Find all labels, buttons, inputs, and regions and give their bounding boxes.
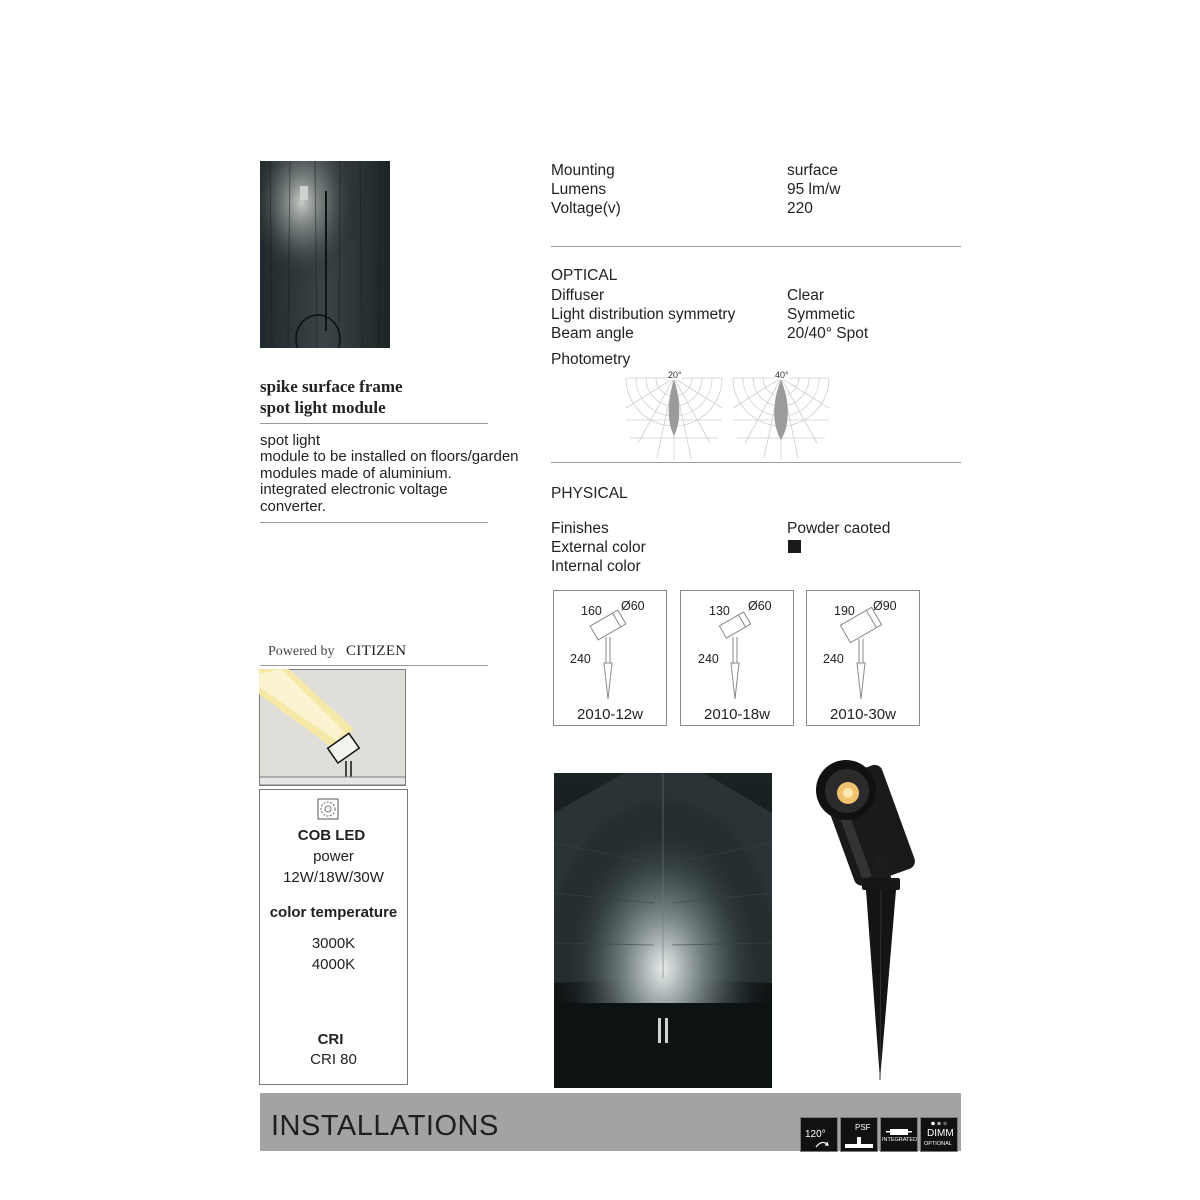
powered-by-brand: CITIZEN <box>346 643 407 659</box>
psf-badge <box>840 1117 878 1152</box>
physical-label: External color <box>551 539 646 556</box>
integrated-badge <box>880 1117 918 1152</box>
general-divider <box>551 246 961 247</box>
optical-value: Clear <box>787 287 825 304</box>
product-description <box>260 433 519 515</box>
psf-icon <box>845 1135 873 1149</box>
model-number: 2010-30w <box>830 706 896 723</box>
dimm-badge <box>920 1117 958 1152</box>
spec-value: 220 <box>787 200 813 217</box>
color-temperature-label: color temperature <box>269 904 398 921</box>
dim-height: 240 <box>698 652 719 666</box>
photometry-angle: 20° <box>668 370 682 380</box>
optical-label: Diffuser <box>551 287 605 304</box>
description-line: converter. <box>260 497 326 515</box>
powered-by <box>268 643 406 660</box>
dim-diameter: Ø90 <box>873 599 897 613</box>
cri-label: CRI <box>317 1031 344 1048</box>
dim-length: 160 <box>581 604 602 618</box>
cri-value: CRI 80 <box>310 1051 357 1068</box>
product-title-line2: spot light module <box>260 398 386 417</box>
physical-label: Finishes <box>551 520 609 537</box>
photometry-diagram-20 <box>624 368 724 462</box>
dim-length: 130 <box>709 604 730 618</box>
spec-label: Mounting <box>551 162 615 179</box>
photometry-diagram-40 <box>731 368 831 462</box>
spec-value: 95 lm/w <box>787 181 841 198</box>
physical-heading: PHYSICAL <box>551 485 628 502</box>
color-temperature-value: 3000K <box>311 935 356 952</box>
model-number: 2010-18w <box>704 706 770 723</box>
powered-by-divider <box>260 665 488 666</box>
dimension-card <box>553 590 667 726</box>
rotation-badge-text: 120° <box>805 1129 826 1140</box>
description-divider <box>260 522 488 523</box>
color-temperature-value: 4000K <box>311 956 356 973</box>
dim-diameter: Ø60 <box>621 599 645 613</box>
product-title <box>260 376 403 418</box>
description-line: module to be installed on floors/garden <box>260 448 519 466</box>
spec-label: Lumens <box>551 181 607 198</box>
dimm-badge-subtext: OPTIONAL <box>924 1141 952 1147</box>
model-number: 2010-12w <box>577 706 643 723</box>
rotation-icon <box>815 1139 829 1149</box>
title-divider <box>260 423 488 424</box>
dim-height: 240 <box>823 652 844 666</box>
dimension-card <box>806 590 920 726</box>
description-line: spot light <box>260 432 321 449</box>
photometry-label: Photometry <box>551 351 631 368</box>
optical-value: 20/40° Spot <box>787 325 869 342</box>
dimm-dots-icon <box>931 1121 947 1126</box>
dim-height: 240 <box>570 652 591 666</box>
optical-divider <box>551 462 961 463</box>
optical-heading: OPTICAL <box>551 267 618 284</box>
cob-led-icon <box>317 798 339 820</box>
beam-illustration <box>259 669 406 786</box>
optical-label: Beam angle <box>551 325 634 342</box>
physical-labels <box>551 519 646 576</box>
dim-diameter: Ø60 <box>748 599 772 613</box>
installations-heading: INSTALLATIONS <box>271 1110 499 1142</box>
led-type: COB LED <box>297 827 366 844</box>
description-line: integrated electronic voltage <box>260 481 448 499</box>
integrated-badge-text: INTEGRATED <box>882 1137 918 1143</box>
product-title-line1: spike surface frame <box>260 377 403 396</box>
hero-photo <box>260 161 390 348</box>
optical-label: Light distribution symmetry <box>551 306 736 323</box>
dimension-card <box>680 590 794 726</box>
power-value: 12W/18W/30W <box>283 869 384 886</box>
external-color-swatch <box>788 540 801 553</box>
spec-label: Voltage(v) <box>551 200 621 217</box>
powered-by-prefix: Powered by <box>268 644 335 659</box>
description-line: modules made of aluminium. <box>260 464 452 482</box>
dim-length: 190 <box>834 604 855 618</box>
application-photo <box>554 773 772 1088</box>
spec-value: surface <box>787 162 838 179</box>
optical-value: Symmetic <box>787 306 856 323</box>
led-spec-box <box>259 789 408 1085</box>
rotation-badge <box>800 1117 838 1152</box>
photometry-angle: 40° <box>775 370 789 380</box>
physical-finish-value: Powder caoted <box>787 520 891 537</box>
power-label: power <box>313 848 354 865</box>
general-spec-labels <box>551 161 621 218</box>
optical-values <box>787 286 868 343</box>
dimm-badge-text: DIMM <box>927 1128 954 1139</box>
physical-label: Internal color <box>551 558 641 575</box>
optical-labels <box>551 286 735 343</box>
driver-icon <box>886 1126 912 1136</box>
psf-badge-text: PSF <box>855 1123 871 1132</box>
product-photo <box>800 760 935 1090</box>
general-spec-values <box>787 161 840 218</box>
